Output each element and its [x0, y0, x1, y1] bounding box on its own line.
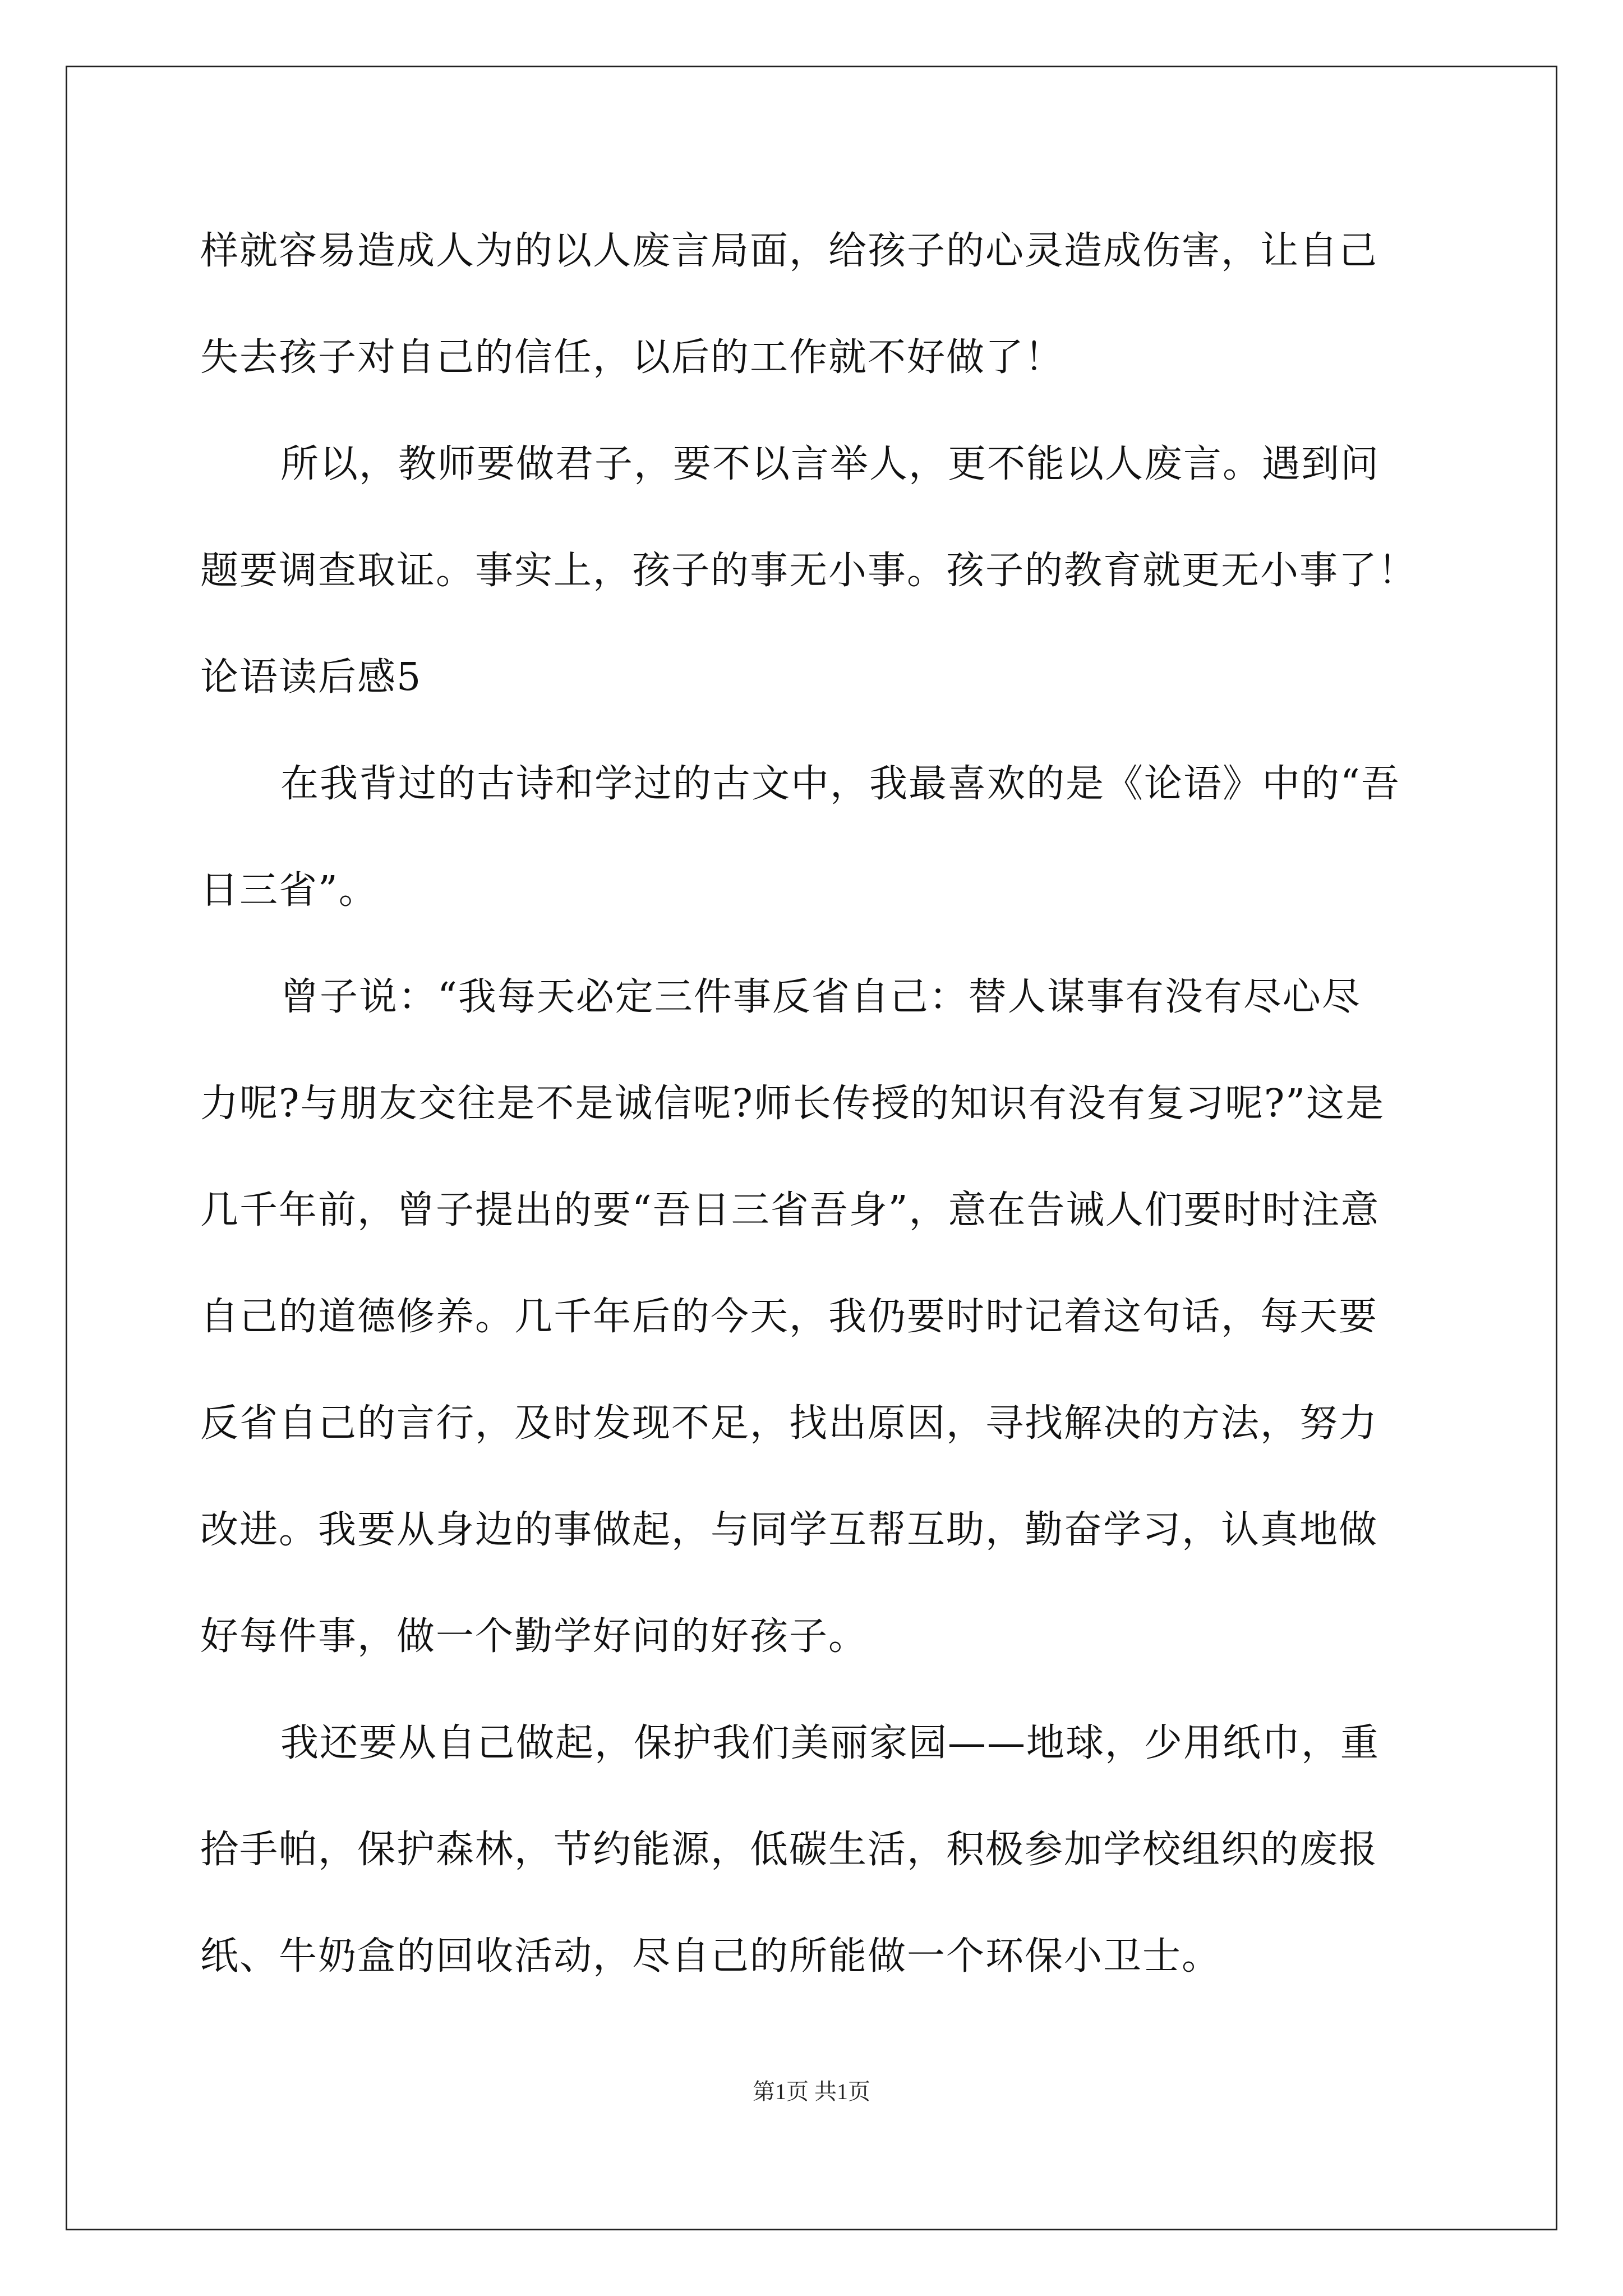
- paragraph-first-line: 所以，教师要做君子，要不以言举人，更不能以人废言。遇到问: [280, 442, 1380, 486]
- section-heading: 论语读后感5: [200, 655, 422, 700]
- body-text-line: 好每件事，做一个勤学好问的好孩子。: [200, 1614, 868, 1659]
- body-text-line: 失去孩子对自己的信任，以后的工作就不好做了！: [200, 335, 1064, 380]
- body-text-line: 样就容易造成人为的以人废言局面，给孩子的心灵造成伤害，让自己: [200, 229, 1378, 273]
- body-text-line: 几千年前，曾子提出的要“吾日三省吾身”，意在告诫人们要时时注意: [200, 1188, 1380, 1232]
- page-number-footer: 第1页 共1页: [753, 2079, 870, 2104]
- body-text-line: 拾手帕，保护森林，节约能源，低碳生活，积极参加学校组织的废报: [200, 1828, 1378, 1872]
- body-text-line: 题要调查取证。事实上，孩子的事无小事。孩子的教育就更无小事了！: [200, 549, 1418, 593]
- body-text-line: 纸、牛奶盒的回收活动，尽自己的所能做一个环保小卫士。: [200, 1934, 1221, 1978]
- body-text-line: 日三省”。: [200, 868, 378, 913]
- body-text-line: 反省自己的言行，及时发现不足，找出原因，寻找解决的方法，努力: [200, 1401, 1378, 1446]
- paragraph-first-line: 在我背过的古诗和学过的古文中，我最喜欢的是《论语》中的“吾: [280, 762, 1400, 806]
- body-text-line: 改进。我要从身边的事做起，与同学互帮互助，勤奋学习，认真地做: [200, 1508, 1378, 1552]
- paragraph-first-line: 我还要从自己做起，保护我们美丽家园——地球，少用纸巾，重: [280, 1721, 1380, 1765]
- paragraph-first-line: 曾子说：“我每天必定三件事反省自己：替人谋事有没有尽心尽: [280, 975, 1361, 1019]
- page-border: [66, 66, 1557, 2230]
- body-text-line: 自己的道德修养。几千年后的今天，我仍要时时记着这句话，每天要: [200, 1295, 1378, 1339]
- body-text-line: 力呢?与朋友交往是不是诚信呢?师长传授的知识有没有复习呢?”这是: [200, 1082, 1385, 1126]
